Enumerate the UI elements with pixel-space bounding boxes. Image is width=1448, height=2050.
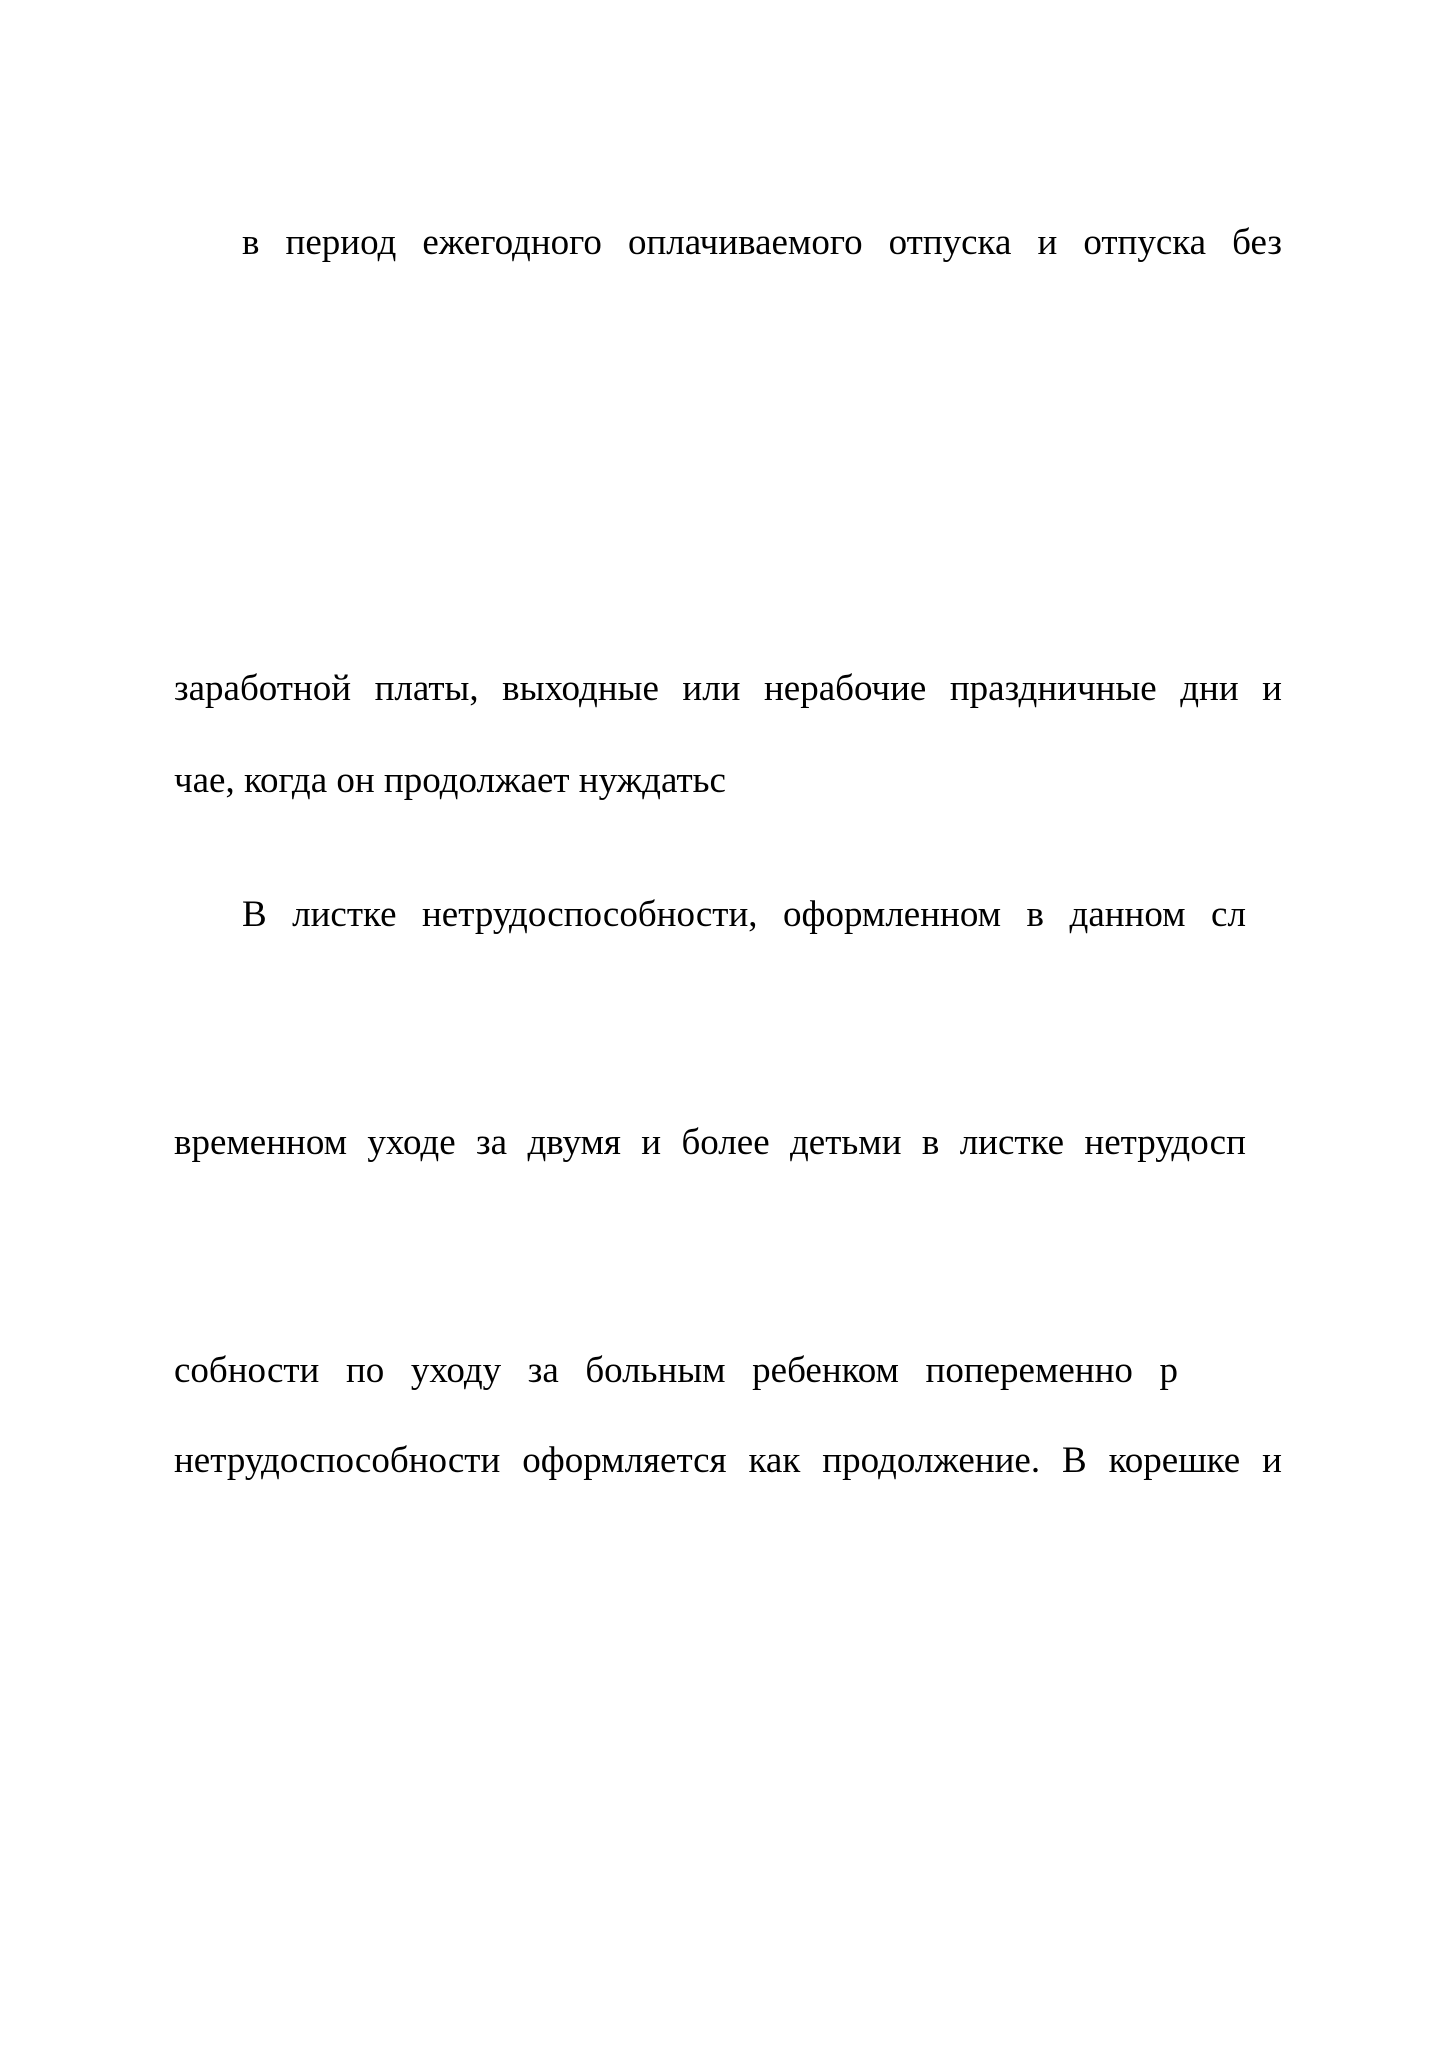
text-line-2: заработной платы, выходные или нерабочие праздничные дни и — [174, 668, 1282, 709]
text-line-7: нетрудоспособности оформляется как продолжение. В корешке и — [174, 1440, 1282, 1481]
text-line-6: собности по уходу за больным ребенком попеременно р — [174, 1350, 1178, 1391]
text-line-1: в период ежегодного оплачиваемого отпуска и отпуска без — [242, 222, 1282, 263]
text-line-3: чае, когда он продолжает нуждатьс — [174, 760, 726, 801]
text-line-4: В листке нетрудоспособности, оформленном в данном сл — [242, 894, 1246, 935]
text-line-5: временном уходе за двумя и более детьми в листке нетрудосп — [174, 1122, 1246, 1163]
